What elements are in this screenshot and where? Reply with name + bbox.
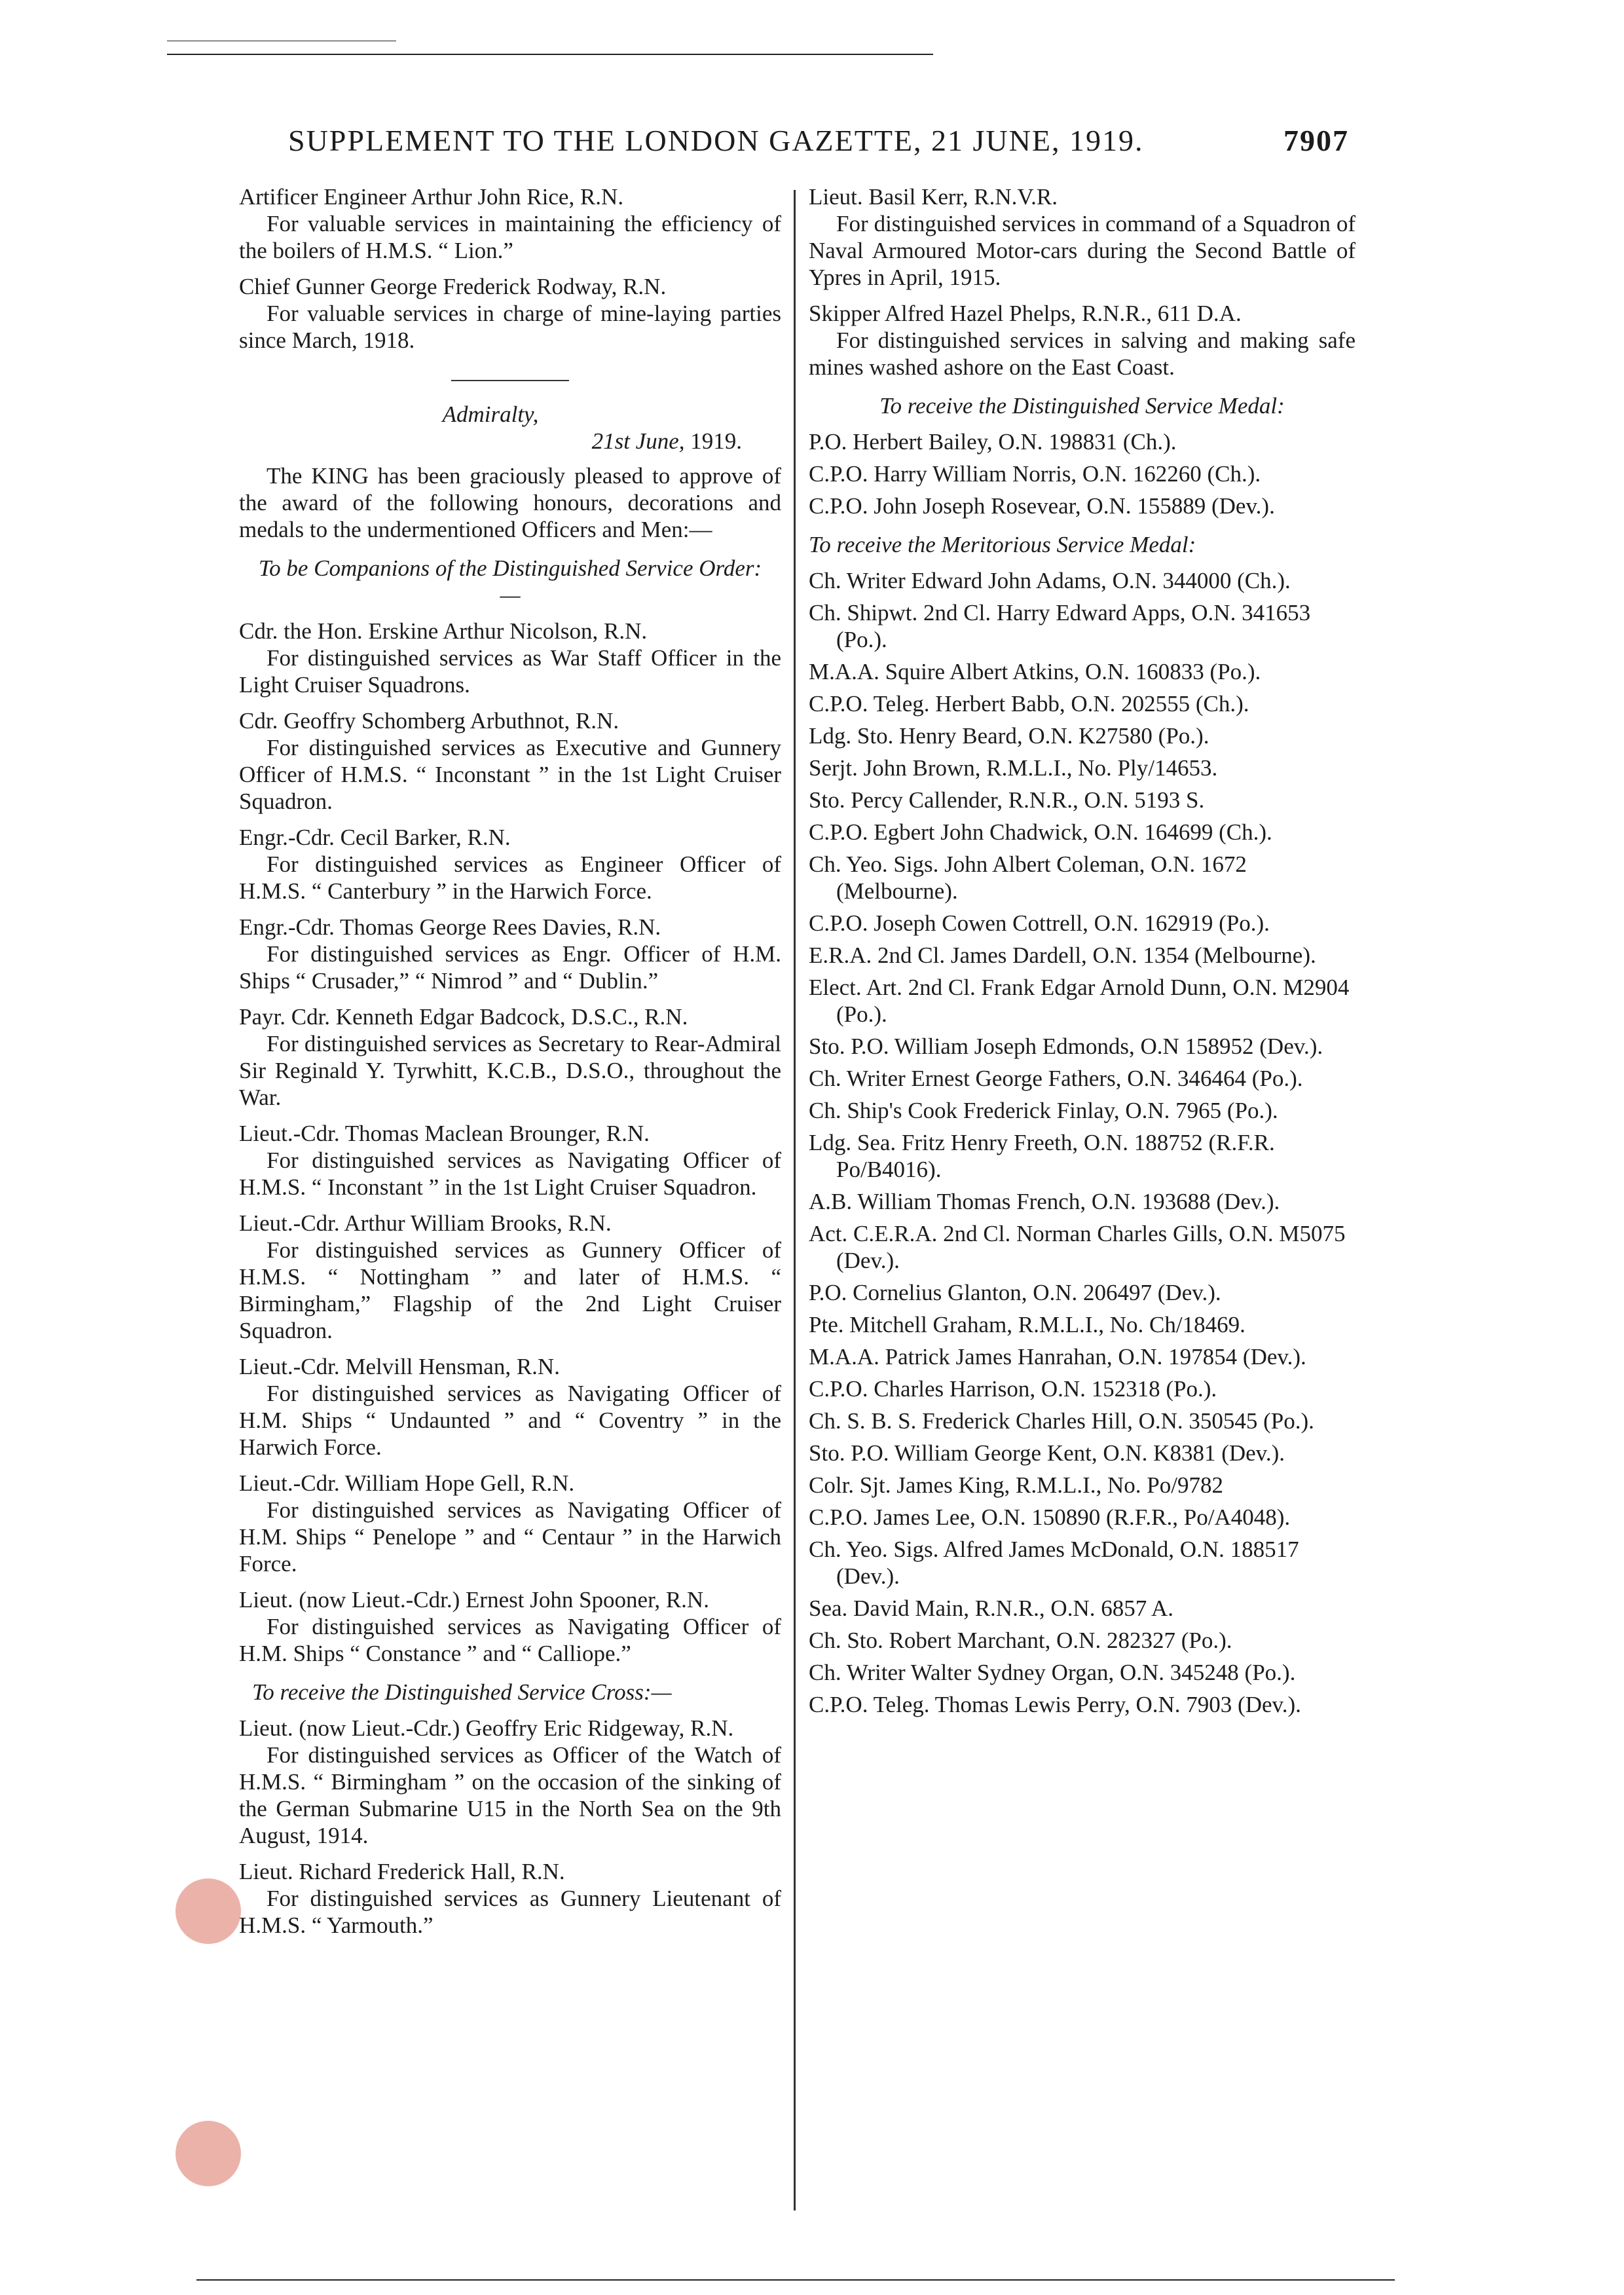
date-year: 1919. xyxy=(690,428,742,454)
citation-text: For distinguished services in salving and making safe mines washed ashore on the East Coast. xyxy=(809,327,1356,380)
award-entry xyxy=(239,1715,781,1849)
citation-text: For distinguished services as Navigating Officer of H.M.S. “ Inconstant ” in the 1st Light Cruiser Squadron. xyxy=(239,1148,781,1200)
citation-text: For distinguished services as War Staff Officer in the Light Cruiser Squadrons. xyxy=(239,645,781,698)
medal-recipient: E.R.A. 2nd Cl. James Dardell, O.N. 1354 (Melbourne). xyxy=(809,942,1316,968)
recipient-name: Cdr. Geoffry Schomberg Arbuthnot, R.N. xyxy=(239,708,619,734)
citation-text: For distinguished services as Navigating Officer of H.M. Ships “ Constance ” and “ Calliope.” xyxy=(239,1614,781,1666)
medal-recipient: C.P.O. James Lee, O.N. 150890 (R.F.R., Po/A4048). xyxy=(809,1504,1291,1530)
medal-recipient: Ch. S. B. S. Frederick Charles Hill, O.N. 350545 (Po.). xyxy=(809,1408,1314,1434)
citation-text: For distinguished services as Engineer Officer of H.M.S. “ Canterbury ” in the Harwich Force. xyxy=(239,851,781,904)
medal-recipient: C.P.O. Egbert John Chadwick, O.N. 164699 (Ch.). xyxy=(809,819,1272,845)
recipient-name: Lieut.-Cdr. Thomas Maclean Brounger, R.N. xyxy=(239,1121,650,1146)
recipient-name: Artificer Engineer Arthur John Rice, R.N. xyxy=(239,184,624,210)
column-divider xyxy=(794,190,796,2211)
dso-heading: To be Companions of the Distinguished Service Order:— xyxy=(258,555,762,608)
citation-text: For distinguished services as Secretary to Rear-Admiral Sir Reginald Y. Tyrwhitt, K.C.B., D.S.O., throughout the War. xyxy=(239,1031,781,1110)
medal-recipient: C.P.O. Charles Harrison, O.N. 152318 (Po.). xyxy=(809,1376,1217,1402)
medal-recipient: Colr. Sjt. James King, R.M.L.I., No. Po/9782 xyxy=(809,1472,1223,1498)
award-entry xyxy=(239,1353,781,1461)
award-entry xyxy=(239,618,781,698)
award-entry xyxy=(239,707,781,815)
award-entry xyxy=(239,824,781,905)
award-entry xyxy=(809,183,1356,291)
citation-text: For valuable services in charge of mine-laying parties since March, 1918. xyxy=(239,301,781,353)
gazette-title: SUPPLEMENT TO THE LONDON GAZETTE, 21 JUNE, 1919. xyxy=(288,124,1144,157)
citation-text: For valuable services in maintaining the efficiency of the boilers of H.M.S. “ Lion.” xyxy=(239,211,781,263)
citation-text: For distinguished services as Gunnery Officer of H.M.S. “ Nottingham ” and later of H.M.S. “ Birmingham,” Flagship of the 2nd Light Cruiser Squadron. xyxy=(239,1237,781,1343)
red-stamp-mark xyxy=(175,2121,241,2186)
citation-text: For distinguished services as Officer of the Watch of H.M.S. “ Birmingham ” on the occasion of the sinking of the German Submarine U15 in the North Sea on the 9th August, 1914. xyxy=(239,1742,781,1848)
medal-recipient: Sto. P.O. William George Kent, O.N. K8381 (Dev.). xyxy=(809,1440,1285,1466)
page-number: 7907 xyxy=(1283,124,1349,157)
medal-recipient: Elect. Art. 2nd Cl. Frank Edgar Arnold Dunn, O.N. M2904 (Po.). xyxy=(809,975,1350,1027)
medal-recipient: M.A.A. Squire Albert Atkins, O.N. 160833 (Po.). xyxy=(809,659,1261,684)
recipient-name: Payr. Cdr. Kenneth Edgar Badcock, D.S.C., R.N. xyxy=(239,1004,688,1030)
medal-recipient: Ch. Writer Ernest George Fathers, O.N. 346464 (Po.). xyxy=(809,1066,1303,1091)
admiralty-label: Admiralty, xyxy=(442,401,539,427)
medal-recipient: Ch. Sto. Robert Marchant, O.N. 282327 (Po.). xyxy=(809,1628,1232,1653)
section-rule xyxy=(451,380,569,381)
citation-text: For distinguished services as Gunnery Lieutenant of H.M.S. “ Yarmouth.” xyxy=(239,1886,781,1938)
award-entry xyxy=(239,1120,781,1201)
award-entry xyxy=(809,300,1356,381)
recipient-name: Engr.-Cdr. Thomas George Rees Davies, R.N. xyxy=(239,914,661,940)
citation-text: For distinguished services as Engr. Officer of H.M. Ships “ Crusader,” “ Nimrod ” and “ Dublin.” xyxy=(239,941,781,994)
medal-recipient: P.O. Cornelius Glanton, O.N. 206497 (Dev.). xyxy=(809,1280,1221,1305)
dsc-heading: To receive the Distinguished Service Cross:— xyxy=(252,1679,672,1705)
medal-recipient: Ch. Writer Walter Sydney Organ, O.N. 345248 (Po.). xyxy=(809,1660,1296,1685)
citation-text: For distinguished services as Executive and Gunnery Officer of H.M.S. “ Inconstant ” in the 1st Light Cruiser Squadron. xyxy=(239,735,781,814)
medal-recipient: Sto. Percy Callender, R.N.R., O.N. 5193 S. xyxy=(809,787,1205,813)
page-header xyxy=(288,123,1349,169)
recipient-name: Lieut. (now Lieut.-Cdr.) Geoffry Eric Ridgeway, R.N. xyxy=(239,1715,734,1741)
recipient-name: Lieut.-Cdr. Melvill Hensman, R.N. xyxy=(239,1354,560,1379)
dsm-heading: To receive the Distinguished Service Medal: xyxy=(879,393,1285,419)
medal-recipient: Ch. Yeo. Sigs. Alfred James McDonald, O.N. 188517 (Dev.). xyxy=(809,1537,1299,1589)
recipient-name: Skipper Alfred Hazel Phelps, R.N.R., 611 D.A. xyxy=(809,301,1242,326)
msm-heading: To receive the Meritorious Service Medal: xyxy=(809,532,1196,557)
bottom-rule xyxy=(196,2279,1395,2281)
citation-text: For distinguished services in command of a Squadron of Naval Armoured Motor-cars during the Second Battle of Ypres in April, 1915. xyxy=(809,211,1356,290)
medal-recipient: C.P.O. John Joseph Rosevear, O.N. 155889 (Dev.). xyxy=(809,493,1275,519)
award-entry xyxy=(239,183,781,264)
medal-recipient: Ch. Shipwt. 2nd Cl. Harry Edward Apps, O.N. 341653 (Po.). xyxy=(809,600,1311,652)
award-entry xyxy=(239,1003,781,1111)
medal-recipient: C.P.O. Harry William Norris, O.N. 162260 (Ch.). xyxy=(809,461,1261,487)
medal-recipient: P.O. Herbert Bailey, O.N. 198831 (Ch.). xyxy=(809,429,1177,455)
medal-recipient: C.P.O. Teleg. Herbert Babb, O.N. 202555 (Ch.). xyxy=(809,691,1249,717)
recipient-name: Lieut.-Cdr. Arthur William Brooks, R.N. xyxy=(239,1210,612,1236)
medal-recipient: A.B. William Thomas French, O.N. 193688 (Dev.). xyxy=(809,1189,1280,1214)
medal-recipient: Ch. Writer Edward John Adams, O.N. 344000 (Ch.). xyxy=(809,568,1291,593)
medal-recipient: Sto. P.O. William Joseph Edmonds, O.N 158952 (Dev.). xyxy=(809,1034,1323,1059)
recipient-name: Lieut. Basil Kerr, R.N.V.R. xyxy=(809,184,1058,210)
medal-recipient: Act. C.E.R.A. 2nd Cl. Norman Charles Gills, O.N. M5075 (Dev.). xyxy=(809,1221,1346,1273)
medal-recipient: Ldg. Sea. Fritz Henry Freeth, O.N. 188752 (R.F.R. Po/B4016). xyxy=(809,1130,1275,1182)
citation-text: For distinguished services as Navigating Officer of H.M. Ships “ Undaunted ” and “ Coventry ” in the Harwich Force. xyxy=(239,1381,781,1460)
medal-recipient: Serjt. John Brown, R.M.L.I., No. Ply/14653. xyxy=(809,755,1218,781)
medal-recipient: C.P.O. Joseph Cowen Cottrell, O.N. 162919 (Po.). xyxy=(809,910,1270,936)
award-entry xyxy=(239,273,781,354)
award-entry xyxy=(239,914,781,994)
award-entry xyxy=(239,1586,781,1667)
award-entry xyxy=(239,1210,781,1344)
right-column xyxy=(809,183,1356,1723)
award-entry xyxy=(239,1858,781,1939)
recipient-name: Lieut. Richard Frederick Hall, R.N. xyxy=(239,1859,565,1884)
recipient-name: Chief Gunner George Frederick Rodway, R.N. xyxy=(239,274,667,299)
citation-text: For distinguished services as Navigating Officer of H.M. Ships “ Penelope ” and “ Centaur ” in the Harwich Force. xyxy=(239,1497,781,1577)
medal-recipient: C.P.O. Teleg. Thomas Lewis Perry, O.N. 7903 (Dev.). xyxy=(809,1692,1301,1717)
date-day: 21st June, xyxy=(591,428,685,454)
top-rule xyxy=(167,54,933,55)
medal-recipient: Sea. David Main, R.N.R., O.N. 6857 A. xyxy=(809,1595,1174,1621)
recipient-name: Cdr. the Hon. Erskine Arthur Nicolson, R.N. xyxy=(239,618,648,644)
dateline xyxy=(239,401,742,455)
medal-recipient: M.A.A. Patrick James Hanrahan, O.N. 197854 (Dev.). xyxy=(809,1344,1306,1370)
recipient-name: Lieut. (now Lieut.-Cdr.) Ernest John Spooner, R.N. xyxy=(239,1587,709,1613)
medal-recipient: Ch. Ship's Cook Frederick Finlay, O.N. 7965 (Po.). xyxy=(809,1098,1278,1123)
recipient-name: Lieut.-Cdr. William Hope Gell, R.N. xyxy=(239,1470,575,1496)
award-entry xyxy=(239,1470,781,1577)
intro-paragraph: The KING has been graciously pleased to approve of the award of the following honours, decorations and medals to the undermentioned Officers and Men:— xyxy=(239,463,781,542)
medal-recipient: Ch. Yeo. Sigs. John Albert Coleman, O.N. 1672 (Melbourne). xyxy=(809,851,1247,904)
date-label xyxy=(239,428,742,455)
recipient-name: Engr.-Cdr. Cecil Barker, R.N. xyxy=(239,825,511,850)
medal-recipient: Pte. Mitchell Graham, R.M.L.I., No. Ch/18469. xyxy=(809,1312,1246,1337)
left-column xyxy=(239,183,781,1948)
medal-recipient: Ldg. Sto. Henry Beard, O.N. K27580 (Po.). xyxy=(809,723,1209,749)
red-stamp-mark xyxy=(175,1878,241,1944)
